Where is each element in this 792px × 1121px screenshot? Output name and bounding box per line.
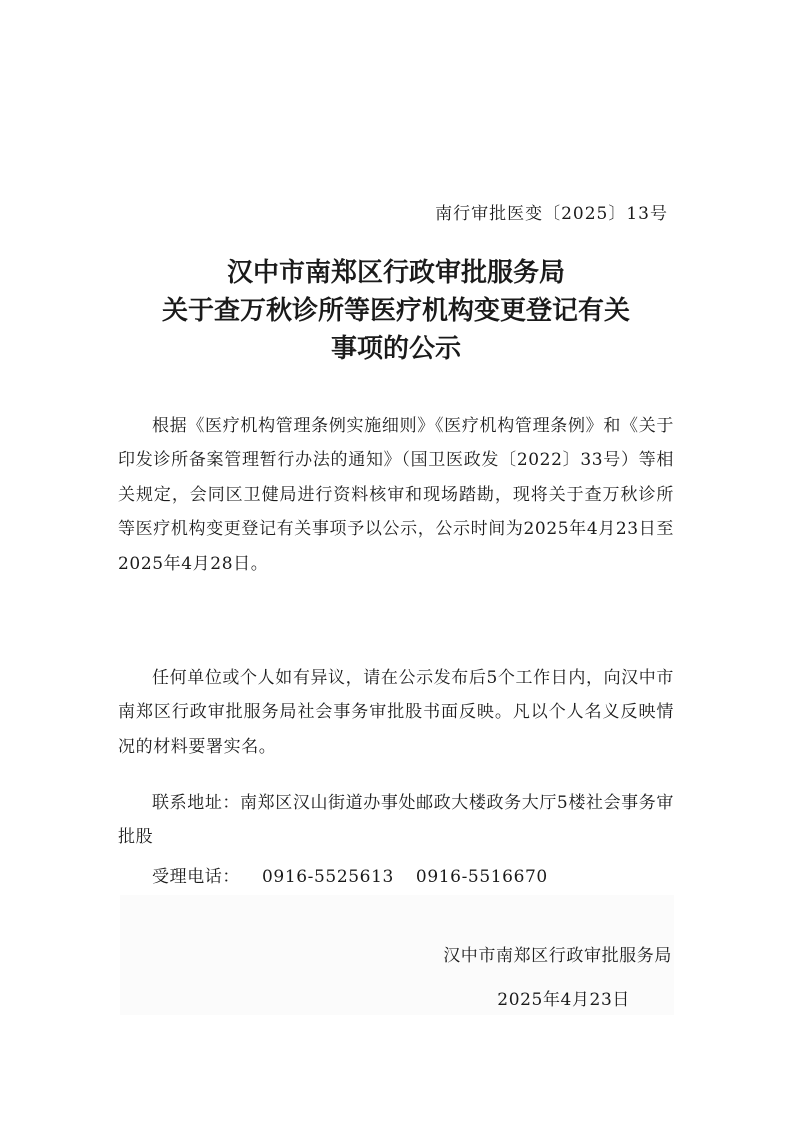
signature-org: 汉中市南郑区行政审批服务局 (443, 946, 672, 966)
title-line-3: 事项的公示 (330, 334, 461, 364)
paragraph-text: 联系地址：南郑区汉山街道办事处邮政大楼政务大厅5楼社会事务审批股 (118, 793, 674, 848)
title-line-1: 汉中市南郑区行政审批服务局 (226, 258, 565, 288)
document-title (110, 254, 682, 368)
title-line-2: 关于查万秋诊所等医疗机构变更登记有关 (161, 296, 630, 326)
paragraph-phone (118, 860, 674, 894)
document-number: 南行审批医变〔2025〕13号 (435, 204, 668, 224)
phone-label: 受理电话： (152, 867, 240, 887)
paragraph-text: 任何单位或个人如有异议，请在公示发布后5个工作日内，向汉中市南郑区行政审批服务局社会事务审批股书面反映。凡以个人名义反映情况的材料要署实名。 (118, 668, 674, 757)
paragraph-text: 根据《医疗机构管理条例实施细则》《医疗机构管理条例》和《关于印发诊所备案管理暂行办法的通知》（国卫医政发〔2022〕33号）等相关规定，会同区卫健局进行资料核审和现场踏勘，现将关于查万秋诊所等医疗机构变更登记有关事项予以公示，公示时间为2025年4月23日至2025年4月28日。 (118, 416, 674, 574)
signature-date: 2025年4月23日 (497, 990, 630, 1010)
phone-line (118, 860, 674, 894)
paragraph-address (118, 786, 674, 855)
paragraph-objection (118, 661, 674, 764)
phone-number-1: 0916-5525613 (262, 867, 394, 887)
signature-block (120, 895, 674, 1015)
paragraph-basis (118, 409, 674, 581)
phone-number-2: 0916-5516670 (415, 867, 548, 887)
